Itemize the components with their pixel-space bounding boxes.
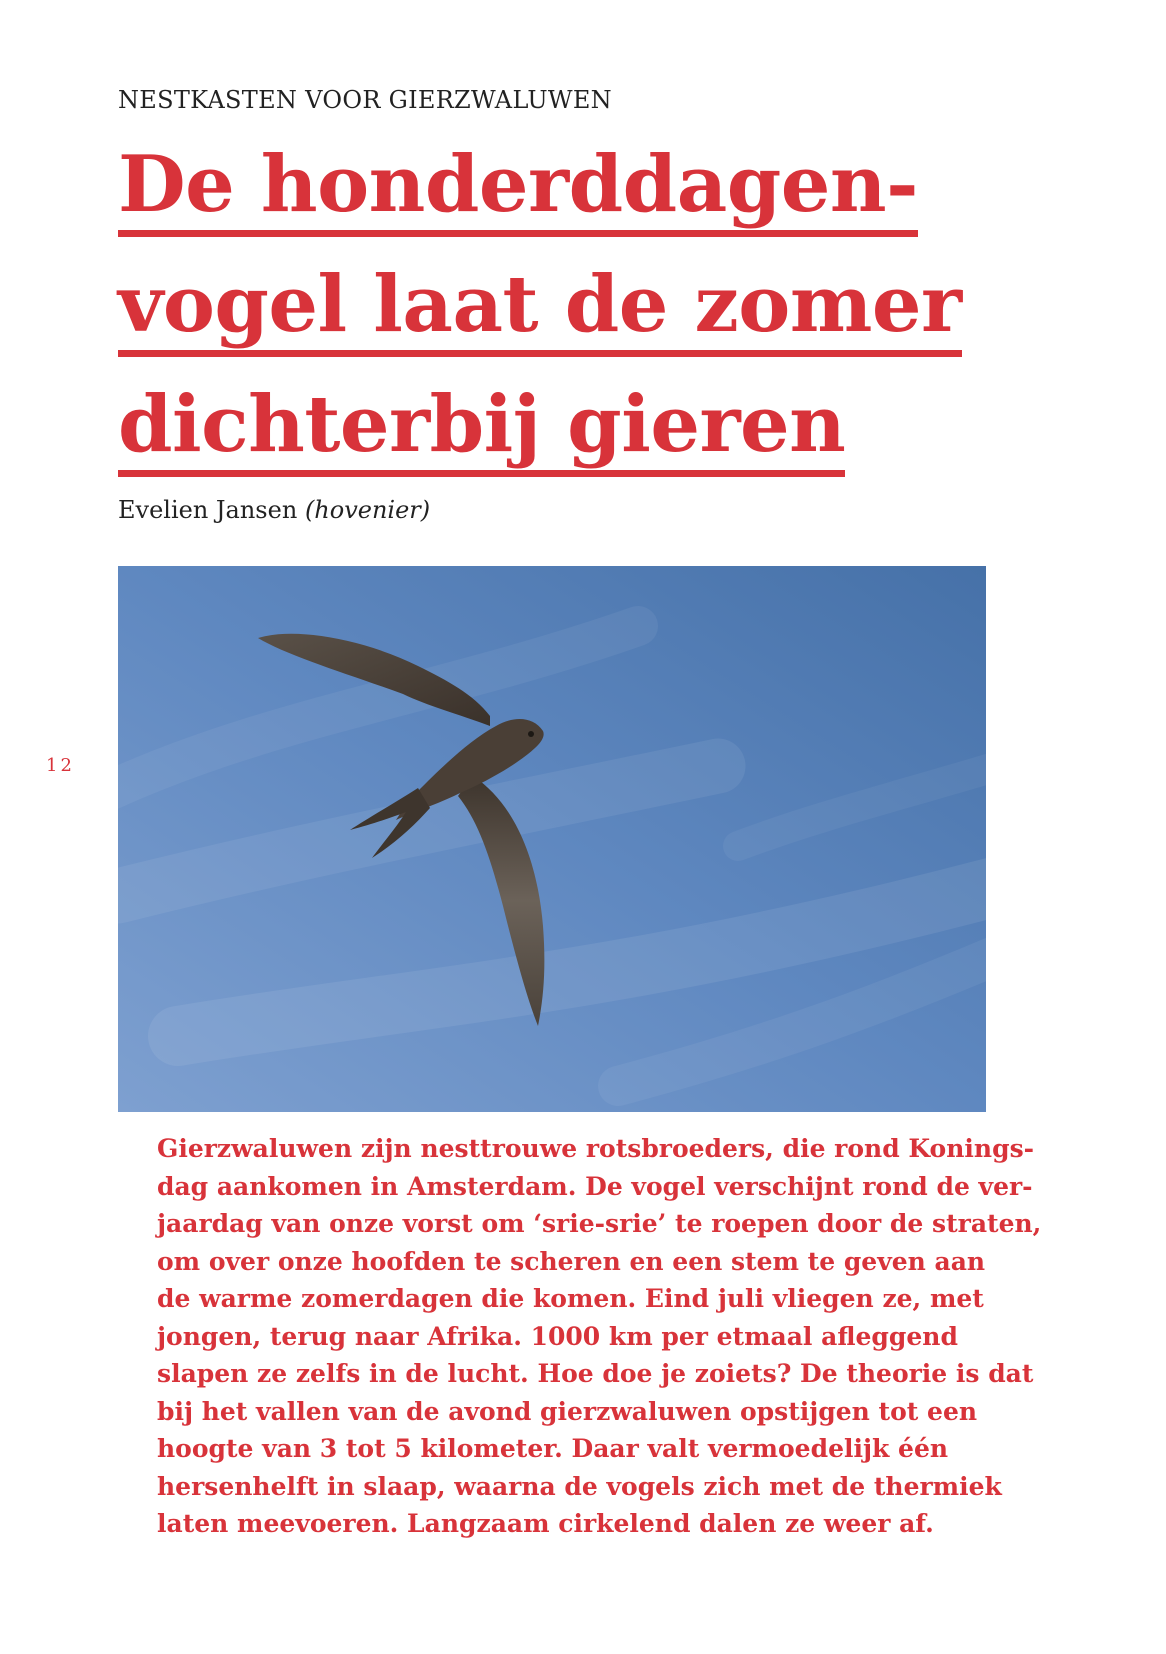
lead-line: bij het vallen van de avond gierzwaluwen opstijgen tot een [157,1396,978,1426]
swift-illustration [118,566,986,1112]
headline [118,140,1018,500]
swift-photo [118,566,986,1112]
author-role: (hovenier) [304,496,431,524]
lead-line: dag aankomen in Amsterdam. De vogel verschijnt rond de ver- [157,1171,1033,1201]
lead-line: hoogte van 3 tot 5 kilometer. Daar valt vermoedelijk één [157,1434,949,1463]
section-kicker: NESTKASTEN VOOR GIERZWALUWEN [118,86,612,114]
lead-line: jaardag van onze vorst om ‘srie-srie’ te roepen door de straten, [157,1209,1042,1238]
author-name: Evelien Jansen [118,496,298,524]
lead-line: de warme zomerdagen die komen. Eind juli vliegen ze, met [157,1284,984,1313]
lead-paragraph [157,1130,1042,1543]
byline [118,496,430,524]
bird-eye [528,731,534,737]
headline-line-1: De honderddagen- [118,140,918,237]
lead-line: Gierzwaluwen zijn nesttrouwe rotsbroeders, die rond Konings- [157,1134,1035,1163]
lead-line: hersenhelft in slaap, waarna de vogels zich met de thermiek [157,1471,1002,1501]
headline-line-3: dichterbij gieren [118,380,845,477]
lead-line: slapen ze zelfs in de lucht. Hoe doe je zoiets? De theorie is dat [157,1359,1034,1388]
lead-line: om over onze hoofden te scheren en een stem te geven aan [157,1246,986,1276]
page-number: 12 [46,755,75,776]
headline-line-2: vogel laat de zomer [118,260,962,357]
lead-line: laten meevoeren. Langzaam cirkelend dalen ze weer af. [157,1509,934,1538]
lead-line: jongen, terug naar Afrika. 1000 km per etmaal afleggend [157,1321,958,1351]
